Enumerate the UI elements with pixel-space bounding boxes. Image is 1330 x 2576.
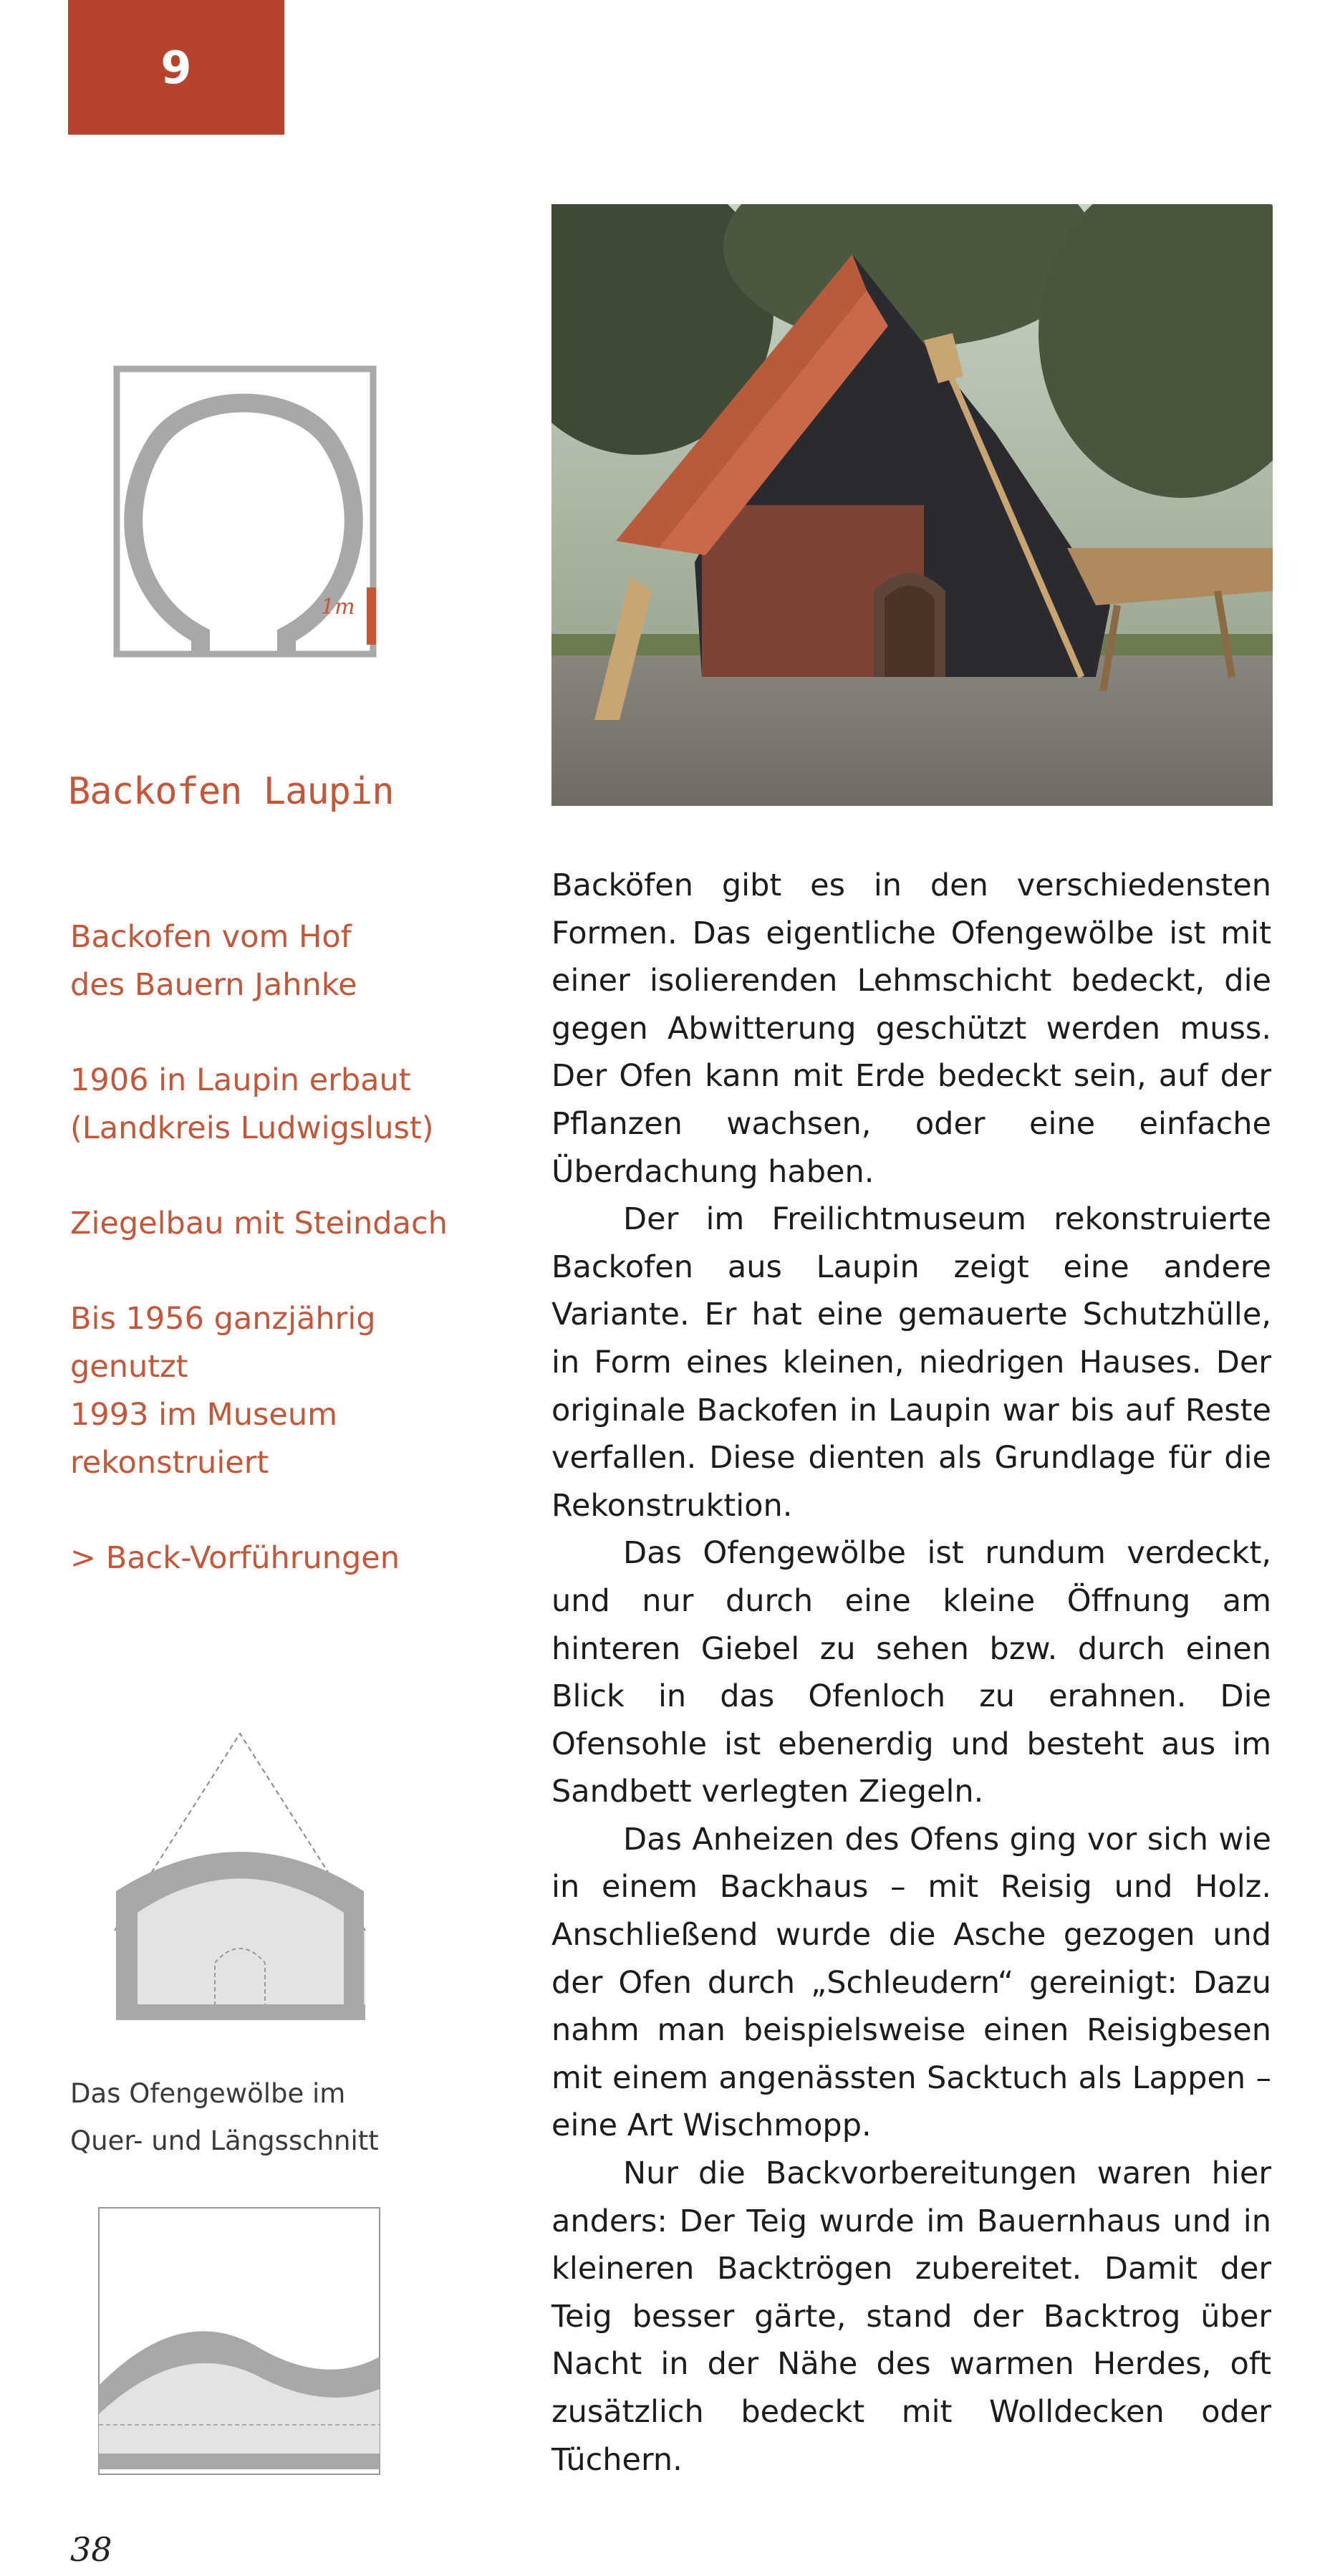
fact-material-line: Ziegelbau mit Steindach [70, 1206, 448, 1241]
back-demonstrations-link[interactable] [70, 1534, 500, 1582]
paragraph-1: Backöfen gibt es in den verschiedensten Formen. Das eigentliche Ofengewölbe ist mit einer isolierenden Lehmschicht bedeckt, die gegen Abwitterung geschützt werden muss. Der Ofen kann mit Erde bedeckt sein, auf der Pflanzen wachsen, oder eine einfache Überdachung haben. [551, 868, 1271, 1190]
fact-origin-line2: des Bauern Jahnke [70, 967, 357, 1003]
floor-plan-diagram [107, 362, 383, 663]
paragraph-3: Das Ofengewölbe ist rundum verdeckt, und nur durch eine kleine Öffnung am hinteren Giebel zu sehen bzw. durch einen Blick in das Ofenloch zu erahnen. Die Ofensohle ist ebenerdig und besteht aus im Sandbett verlegten Ziegeln. [551, 1535, 1271, 1810]
chapter-number: 9 [160, 41, 192, 94]
fact-built-line2: (Landkreis Ludwigslust) [70, 1110, 434, 1146]
oven-house-photo [551, 204, 1273, 806]
fact-use-line2: genutzt [70, 1349, 188, 1385]
fact-built-line1: 1906 in Laupin erbaut [70, 1062, 411, 1098]
caption-line1: Das Ofengewölbe im [70, 2078, 346, 2109]
fact-rebuilt-line1: 1993 im Museum [70, 1397, 337, 1433]
page-title: Backofen Laupin [68, 770, 394, 813]
chapter-number-badge [68, 0, 284, 135]
cross-section-diagram [107, 1726, 372, 2027]
fact-built [70, 1057, 500, 1153]
fact-material [70, 1200, 500, 1248]
fact-use-line1: Bis 1956 ganzjährig [70, 1301, 376, 1337]
fact-rebuilt-line2: rekonstruiert [70, 1445, 269, 1481]
longitudinal-section-diagram [97, 2206, 384, 2479]
fact-origin [70, 913, 500, 1009]
fact-use [70, 1295, 500, 1487]
fact-origin-line1: Backofen vom Hof [70, 919, 352, 955]
scale-label: 1m [321, 595, 355, 620]
caption-line2: Quer- und Längsschnitt [70, 2125, 379, 2156]
paragraph-4: Das Anheizen des Ofens ging vor sich wie in einem Backhaus – mit Reisig und Holz. Anschließend wurde die Asche gezogen und der Ofen durch „Schleudern“ gereinigt: Dazu nahm man beispielsweise einen Reisigbesen mit einem angenässten Sacktuch als Lappen – eine Art Wischmopp. [551, 1821, 1271, 2144]
diagram-caption [70, 2070, 428, 2165]
paragraph-5: Nur die Backvorbereitungen waren hier anders: Der Teig wurde im Bauernhaus und in kleineren Backtrögen zubereitet. Damit der Teig besser gärte, stand der Backtrog über Nacht in der Nähe des warmen Herdes, oft zusätzlich bedeckt mit Wolldecken oder Tüchern. [551, 2156, 1271, 2478]
back-demonstrations-link-text[interactable]: > Back-Vorführungen [70, 1540, 400, 1576]
paragraph-2: Der im Freilichtmuseum rekonstruierte Backofen aus Laupin zeigt eine andere Variante. Er hat eine gemauerte Schutzhülle, in Form eines kleinen, niedrigen Hauses. Der originale Backofen in Laupin war bis auf Reste verfallen. Diese dienten als Grundlage für die Rekonstruktion. [551, 1201, 1271, 1524]
facts-list [70, 913, 500, 1630]
article-body [551, 862, 1271, 2484]
page-number: 38 [70, 2530, 112, 2569]
